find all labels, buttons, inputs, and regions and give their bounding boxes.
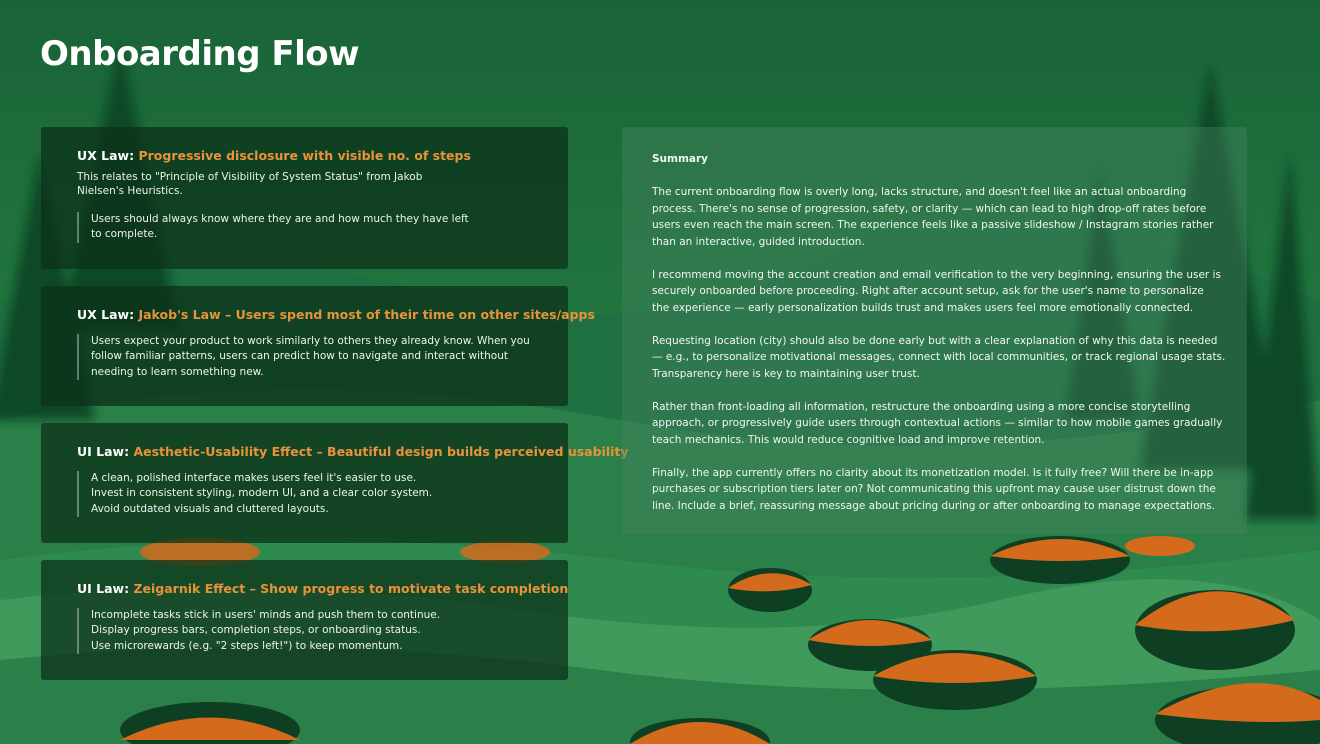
summary-panel	[622, 127, 1247, 534]
law-name: Aesthetic-Usability Effect – Beautiful design builds perceived usability	[133, 444, 629, 459]
quote-line: Display progress bars, completion steps, or onboarding status.	[91, 624, 421, 637]
law-quote	[77, 212, 532, 243]
summary-paragraph	[652, 267, 1221, 317]
law-heading	[77, 581, 569, 596]
law-card-zeigarnik-effect	[41, 560, 568, 680]
summary-line: the experience — early personalization builds trust and makes users feel more emotionally connected.	[652, 301, 1194, 314]
summary-line: Transparency here is key to maintaining user trust.	[652, 367, 920, 380]
summary-paragraph	[652, 465, 1217, 515]
quote-line: needing to learn something new.	[91, 365, 264, 378]
summary-line: I recommend moving the account creation and email verification to the very beginning, ensuring the user is	[652, 268, 1221, 281]
summary-title: Summary	[652, 153, 709, 165]
page-title: Onboarding Flow	[40, 34, 360, 74]
quote-line: Use microrewards (e.g. "2 steps left!") to keep momentum.	[91, 639, 403, 652]
quote-line: Users should always know where they are and how much they have left	[91, 213, 469, 225]
summary-line: users even reach the main screen. The experience feels like a passive slideshow / Instagram stories rather	[652, 219, 1214, 231]
quote-line: Invest in consistent styling, modern UI, and a clear color system.	[91, 487, 433, 500]
summary-paragraph	[652, 333, 1226, 383]
quote-line: A clean, polished interface makes users feel it's easier to use.	[91, 472, 417, 484]
quote-line: Users expect your product to work similarly to others they already know. When you	[91, 335, 530, 347]
summary-line: teach mechanics. This would reduce cognitive load and improve retention.	[652, 433, 1045, 446]
quote-line: Avoid outdated visuals and cluttered layouts.	[91, 502, 329, 515]
summary-line: securely onboarded before proceeding. Right after account setup, ask for the user's name to personalize	[652, 285, 1204, 297]
law-card-aesthetic-usability	[41, 423, 629, 543]
law-heading	[77, 444, 629, 459]
summary-line: purchases or subscription tiers later on? Not communicating this upfront may cause user distrust down the	[652, 483, 1216, 495]
law-name: Zeigarnik Effect – Show progress to motivate task completion	[133, 581, 569, 596]
law-heading	[77, 148, 532, 163]
law-type-label: UX Law:	[77, 148, 135, 163]
quote-line: to complete.	[91, 228, 158, 241]
summary-line: Rather than front-loading all information, restructure the onboarding using a more concise storytelling	[652, 400, 1191, 413]
quote-line: follow familiar patterns, users can predict how to navigate and interact without	[91, 350, 508, 363]
law-quote	[77, 608, 532, 654]
law-card-jakobs-law	[41, 286, 595, 406]
summary-line: than an interactive, guided introduction.	[652, 235, 865, 248]
quote-line: Incomplete tasks stick in users' minds and push them to continue.	[91, 609, 441, 621]
law-name: Progressive disclosure with visible no. of steps	[138, 148, 471, 163]
summary-line: process. There's no sense of progression, safety, or clarity — which can lead to high drop-off rates before	[652, 202, 1207, 215]
law-name: Jakob's Law – Users spend most of their time on other sites/apps	[138, 307, 595, 322]
summary-paragraph	[652, 184, 1217, 250]
summary-line: Requesting location (city) should also be done early but with a clear explanation of why this data is needed	[652, 334, 1218, 347]
summary-line: approach, or progressively guide users through contextual actions — similar to how mobile games gradually	[652, 417, 1223, 429]
law-quote	[77, 334, 532, 380]
summary-line: line. Include a brief, reassuring message about pricing during or after onboarding to manage expectations.	[652, 499, 1215, 512]
law-type-label: UX Law:	[77, 307, 135, 322]
law-card-progressive-disclosure	[41, 127, 568, 269]
summary-paragraph	[652, 399, 1223, 449]
law-quote	[77, 471, 532, 517]
law-type-label: UI Law:	[77, 444, 130, 459]
law-subtitle: This relates to "Principle of Visibility of System Status" from Jakob Nielsen's Heuristics.	[77, 171, 423, 197]
summary-line: — e.g., to personalize motivational messages, connect with local communities, or track regional usage stats.	[652, 351, 1226, 363]
summary-line: Finally, the app currently offers no clarity about its monetization model. Is it fully free? Will there be in-app	[652, 466, 1214, 479]
summary-line: The current onboarding flow is overly long, lacks structure, and doesn't feel like an actual onboarding	[652, 186, 1187, 198]
law-type-label: UI Law:	[77, 581, 130, 596]
law-heading	[77, 307, 595, 322]
